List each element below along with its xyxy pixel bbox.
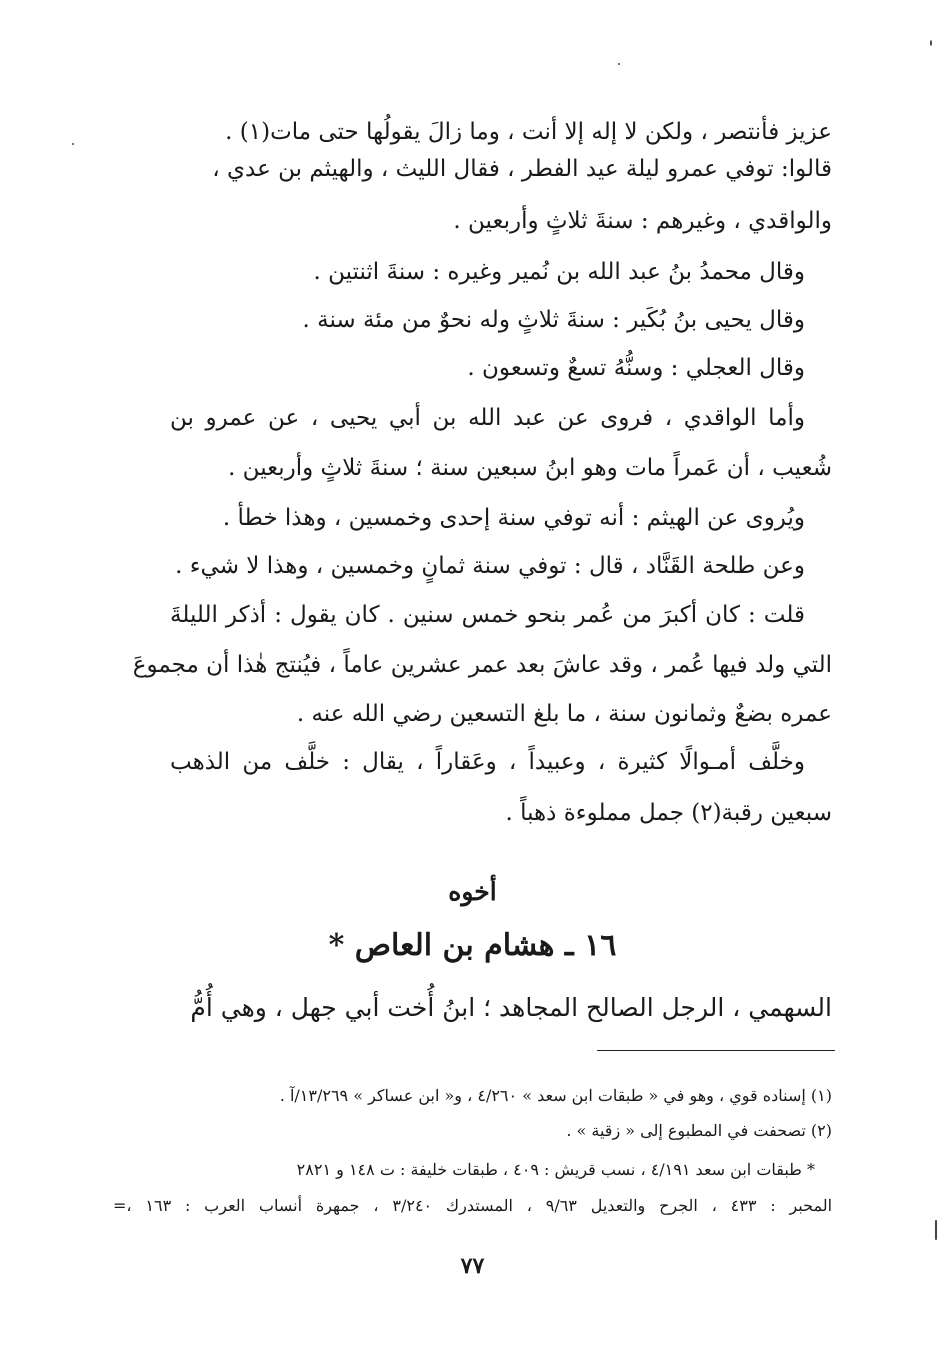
sources-line-2: المحبر : ٤٣٣ ، الجرح والتعديل ٩/٦٣ ، المستدرك ٣/٢٤٠ ، جمهرة أنساب العرب : ١٦٣ ،= (113, 1196, 833, 1215)
body-line-1: عزيز فأنتصر ، ولكن لا إله إلا أنت ، وما زالَ يقولُها حتى مات(١) . (225, 119, 832, 145)
entry-title: ١٦ ـ هشام بن العاص * (328, 928, 617, 963)
body-line-10: وعن طلحة القَنَّاد ، قال : توفي سنة ثمانٍ وخمسين ، وهذا لا شيء . (175, 553, 805, 579)
body-line-6: وقال العجلي : وسنُّهُ تسعٌ وتسعون . (467, 355, 805, 381)
body-line-15: سبعين رقبة(٢) جمل مملوءة ذهباً . (505, 800, 832, 826)
scan-speck (72, 143, 74, 145)
body-line-14: وخلَّف أمـوالًا كثيرة ، وعبيداً ، وعَقاراً ، يقال : خلَّف من الذهب (170, 749, 805, 775)
entry-first-line: السهمي ، الرجل الصالح المجاهد ؛ ابنُ أُخت أبي جهل ، وهي أُمُّ (190, 993, 832, 1022)
section-label: أخوه (448, 877, 497, 906)
body-line-12: التي ولد فيها عُمر ، وقد عاشَ بعد عمر عشرين عاماً ، فيُنتج هٰذا أن مجموعَ (132, 652, 832, 678)
scan-speck (935, 1220, 937, 1240)
scan-speck (618, 63, 620, 65)
body-line-8: شُعيب ، أن عَمراً مات وهو ابنُ سبعين سنة ؛ سنةَ ثلاثٍ وأربعين . (228, 455, 832, 481)
body-line-9: ويُروى عن الهيثم : أنه توفي سنة إحدى وخمسين ، وهذا خطأ . (222, 505, 805, 531)
body-line-5: وقال يحيى بنُ بُكَير : سنةَ ثلاثٍ وله نحوٌ من مئة سنة . (302, 307, 805, 333)
footnote-1: (١) إسناده قوي ، وهو في « طبقات ابن سعد » ٤/٢٦٠ ، و« ابن عساكر » ١٣/٢٦٩/آ . (279, 1086, 832, 1105)
page-number: ٧٧ (460, 1253, 485, 1279)
scan-speck (930, 40, 932, 46)
body-line-13: عمره بضعٌ وثمانون سنة ، ما بلغ التسعين رضي الله عنه . (296, 701, 832, 727)
body-line-2: قالوا: توفي عمرو ليلة عيد الفطر ، فقال الليث ، والهيثم بن عدي ، (212, 156, 832, 182)
footnote-2: (٢) تصحفت في المطبوع إلى « زقية » . (566, 1121, 832, 1140)
footnote-separator (597, 1050, 835, 1051)
body-line-7: وأما الواقدي ، فروى عن عبد الله بن أبي يحيى ، عن عمرو بن (170, 405, 805, 431)
body-line-11: قلت : كان أكبرَ من عُمر بنحو خمس سنين . كان يقول : أذكر الليلةَ (170, 602, 805, 628)
body-line-3: والواقدي ، وغيرهم : سنةَ ثلاثٍ وأربعين . (453, 208, 832, 234)
sources-line-1: * طبقات ابن سعد ٤/١٩١ ، نسب قريش : ٤٠٩ ، طبقات خليفة : ت ١٤٨ و ٢٨٢١ (296, 1160, 815, 1179)
body-line-4: وقال محمدُ بنُ عبد الله بن نُمير وغيره : سنةَ اثنتين . (313, 259, 805, 285)
